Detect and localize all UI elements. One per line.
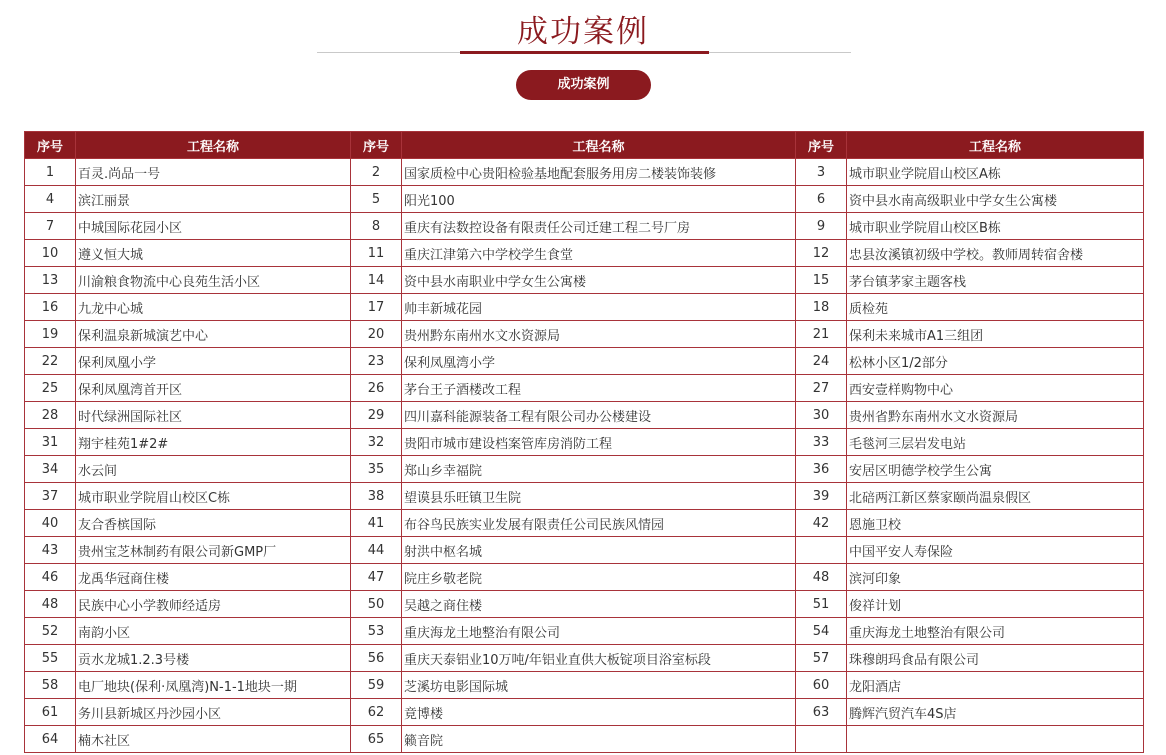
cell-project-name: 布谷鸟民族实业发展有限责任公司民族风情园 <box>402 510 796 537</box>
table-row <box>25 456 1144 483</box>
table-row <box>25 267 1144 294</box>
cell-serial: 14 <box>351 267 402 294</box>
table-row <box>25 321 1144 348</box>
cell-project-name: 茅台王子酒楼改工程 <box>402 375 796 402</box>
cell-serial: 43 <box>25 537 76 564</box>
cell-project-name: 贵州黔东南州水文水资源局 <box>402 321 796 348</box>
table-row <box>25 240 1144 267</box>
cell-serial: 33 <box>796 429 847 456</box>
cell-project-name: 西安壹样购物中心 <box>847 375 1144 402</box>
header-serial: 序号 <box>25 132 76 159</box>
cell-serial: 51 <box>796 591 847 618</box>
cell-project-name: 重庆天泰铝业10万吨/年铝业直供大板锭项目浴室标段 <box>402 645 796 672</box>
cases-table <box>24 131 1144 753</box>
cell-serial: 7 <box>25 213 76 240</box>
cell-project-name: 忠县汝溪镇初级中学校。教师周转宿舍楼 <box>847 240 1144 267</box>
cell-serial <box>796 726 847 753</box>
cell-project-name: 质检苑 <box>847 294 1144 321</box>
header-project-name: 工程名称 <box>847 132 1144 159</box>
table-row <box>25 429 1144 456</box>
cell-project-name: 松林小区1/2部分 <box>847 348 1144 375</box>
cell-project-name: 电厂地块(保利·凤凰湾)N-1-1地块一期 <box>76 672 351 699</box>
table-row <box>25 564 1144 591</box>
cell-serial: 24 <box>796 348 847 375</box>
cell-serial: 35 <box>351 456 402 483</box>
cell-serial: 32 <box>351 429 402 456</box>
cell-project-name: 茅台镇茅家主题客栈 <box>847 267 1144 294</box>
cell-serial: 12 <box>796 240 847 267</box>
cell-project-name: 重庆海龙土地整治有限公司 <box>402 618 796 645</box>
cell-project-name: 保利凤凰湾小学 <box>402 348 796 375</box>
cell-project-name: 望谟县乐旺镇卫生院 <box>402 483 796 510</box>
header-serial: 序号 <box>796 132 847 159</box>
table-row <box>25 645 1144 672</box>
cell-serial: 18 <box>796 294 847 321</box>
cell-project-name: 遵义恒大城 <box>76 240 351 267</box>
cell-project-name: 芝溪坊电影国际城 <box>402 672 796 699</box>
header-serial: 序号 <box>351 132 402 159</box>
cell-serial: 9 <box>796 213 847 240</box>
cell-serial: 60 <box>796 672 847 699</box>
page-title: 成功案例 <box>517 14 649 50</box>
cell-project-name: 重庆江津第六中学校学生食堂 <box>402 240 796 267</box>
table-row <box>25 699 1144 726</box>
cell-project-name: 吴越之商住楼 <box>402 591 796 618</box>
cell-serial: 28 <box>25 402 76 429</box>
cell-serial: 44 <box>351 537 402 564</box>
cell-serial: 13 <box>25 267 76 294</box>
cell-serial: 5 <box>351 186 402 213</box>
cell-serial: 22 <box>25 348 76 375</box>
cell-serial: 39 <box>796 483 847 510</box>
table-row <box>25 537 1144 564</box>
cell-project-name: 中国平安人寿保险 <box>847 537 1144 564</box>
cell-serial: 29 <box>351 402 402 429</box>
tab-success-cases[interactable]: 成功案例 <box>516 70 651 100</box>
table-row <box>25 375 1144 402</box>
cell-serial: 3 <box>796 159 847 186</box>
cell-project-name: 国家质检中心贵阳检验基地配套服务用房二楼装饰装修 <box>402 159 796 186</box>
cell-serial: 10 <box>25 240 76 267</box>
table-row <box>25 672 1144 699</box>
cell-project-name: 城市职业学院眉山校区C栋 <box>76 483 351 510</box>
cell-project-name: 珠穆朗玛食品有限公司 <box>847 645 1144 672</box>
cell-serial: 59 <box>351 672 402 699</box>
cell-project-name: 民族中心小学教师经适房 <box>76 591 351 618</box>
cell-serial: 25 <box>25 375 76 402</box>
cell-project-name: 射洪中枢名城 <box>402 537 796 564</box>
cell-serial: 34 <box>25 456 76 483</box>
cell-project-name: 帅丰新城花园 <box>402 294 796 321</box>
cell-serial: 30 <box>796 402 847 429</box>
cell-project-name: 务川县新城区丹沙园小区 <box>76 699 351 726</box>
title-divider-accent <box>460 51 709 54</box>
cell-serial: 4 <box>25 186 76 213</box>
cell-project-name: 院庄乡敬老院 <box>402 564 796 591</box>
cell-serial: 11 <box>351 240 402 267</box>
cell-project-name: 楠木社区 <box>76 726 351 753</box>
cell-project-name: 郑山乡幸福院 <box>402 456 796 483</box>
cell-serial: 27 <box>796 375 847 402</box>
cell-serial: 26 <box>351 375 402 402</box>
cell-serial: 36 <box>796 456 847 483</box>
cell-serial: 23 <box>351 348 402 375</box>
cell-serial: 38 <box>351 483 402 510</box>
cell-project-name: 保利未来城市A1三组团 <box>847 321 1144 348</box>
table-row <box>25 348 1144 375</box>
cell-serial: 17 <box>351 294 402 321</box>
cell-serial: 40 <box>25 510 76 537</box>
table-row <box>25 510 1144 537</box>
cell-serial: 37 <box>25 483 76 510</box>
cell-project-name: 贵阳市城市建设档案管库房消防工程 <box>402 429 796 456</box>
cell-project-name: 安居区明德学校学生公寓 <box>847 456 1144 483</box>
cell-serial <box>796 537 847 564</box>
cell-serial: 21 <box>796 321 847 348</box>
table-row <box>25 591 1144 618</box>
cell-project-name: 百灵.尚品一号 <box>76 159 351 186</box>
cell-serial: 63 <box>796 699 847 726</box>
table-row <box>25 294 1144 321</box>
cell-project-name: 资中县水南职业中学女生公寓楼 <box>402 267 796 294</box>
cell-project-name: 九龙中心城 <box>76 294 351 321</box>
cell-project-name: 竟博楼 <box>402 699 796 726</box>
cell-project-name: 翔宇桂苑1#2# <box>76 429 351 456</box>
cell-serial: 2 <box>351 159 402 186</box>
cell-serial: 65 <box>351 726 402 753</box>
cell-project-name: 北碚两江新区蔡家颐尚温泉假区 <box>847 483 1144 510</box>
cell-serial: 48 <box>25 591 76 618</box>
header-project-name: 工程名称 <box>402 132 796 159</box>
table-row <box>25 726 1144 753</box>
cell-project-name: 友合香槟国际 <box>76 510 351 537</box>
cell-serial: 42 <box>796 510 847 537</box>
cell-serial: 64 <box>25 726 76 753</box>
cell-serial: 47 <box>351 564 402 591</box>
cell-project-name: 贵州省黔东南州水文水资源局 <box>847 402 1144 429</box>
cell-serial: 52 <box>25 618 76 645</box>
cell-project-name <box>847 726 1144 753</box>
header-project-name: 工程名称 <box>76 132 351 159</box>
cell-serial: 54 <box>796 618 847 645</box>
cell-serial: 56 <box>351 645 402 672</box>
cell-project-name: 水云间 <box>76 456 351 483</box>
cell-project-name: 川渝粮食物流中心良苑生活小区 <box>76 267 351 294</box>
cell-serial: 53 <box>351 618 402 645</box>
cell-project-name: 重庆有法数控设备有限责任公司迁建工程二号厂房 <box>402 213 796 240</box>
cell-project-name: 南韵小区 <box>76 618 351 645</box>
cell-project-name: 保利凤凰湾首开区 <box>76 375 351 402</box>
cell-project-name: 贡水龙城1.2.3号楼 <box>76 645 351 672</box>
cell-serial: 16 <box>25 294 76 321</box>
cell-project-name: 龙禹华冠商住楼 <box>76 564 351 591</box>
cell-serial: 58 <box>25 672 76 699</box>
cell-project-name: 四川嘉科能源装备工程有限公司办公楼建设 <box>402 402 796 429</box>
table-row <box>25 402 1144 429</box>
cell-project-name: 恩施卫校 <box>847 510 1144 537</box>
cell-serial: 1 <box>25 159 76 186</box>
table-row <box>25 186 1144 213</box>
cell-project-name: 俊祥计划 <box>847 591 1144 618</box>
table-header-row <box>25 132 1144 159</box>
cell-project-name: 毛毯河三层岩发电站 <box>847 429 1144 456</box>
table-row <box>25 159 1144 186</box>
cell-serial: 8 <box>351 213 402 240</box>
cell-serial: 61 <box>25 699 76 726</box>
cell-project-name: 重庆海龙土地整治有限公司 <box>847 618 1144 645</box>
cell-serial: 20 <box>351 321 402 348</box>
cell-project-name: 滨河印象 <box>847 564 1144 591</box>
cases-table-body <box>25 159 1144 753</box>
cell-project-name: 腾辉汽贸汽车4S店 <box>847 699 1144 726</box>
cell-project-name: 贵州宝芝林制药有限公司新GMP厂 <box>76 537 351 564</box>
cell-project-name: 籁音院 <box>402 726 796 753</box>
cell-project-name: 保利温泉新城演艺中心 <box>76 321 351 348</box>
cell-serial: 41 <box>351 510 402 537</box>
cell-project-name: 城市职业学院眉山校区B栋 <box>847 213 1144 240</box>
cell-serial: 19 <box>25 321 76 348</box>
cell-serial: 31 <box>25 429 76 456</box>
cell-serial: 48 <box>796 564 847 591</box>
cell-serial: 62 <box>351 699 402 726</box>
cell-serial: 6 <box>796 186 847 213</box>
cell-project-name: 龙阳酒店 <box>847 672 1144 699</box>
table-row <box>25 213 1144 240</box>
cell-serial: 55 <box>25 645 76 672</box>
cell-project-name: 城市职业学院眉山校区A栋 <box>847 159 1144 186</box>
cell-project-name: 阳光100 <box>402 186 796 213</box>
table-row <box>25 618 1144 645</box>
cell-serial: 46 <box>25 564 76 591</box>
cell-project-name: 资中县水南高级职业中学女生公寓楼 <box>847 186 1144 213</box>
cell-serial: 15 <box>796 267 847 294</box>
cell-project-name: 中城国际花园小区 <box>76 213 351 240</box>
cell-serial: 50 <box>351 591 402 618</box>
cell-serial: 57 <box>796 645 847 672</box>
table-row <box>25 483 1144 510</box>
cell-project-name: 时代绿洲国际社区 <box>76 402 351 429</box>
cell-project-name: 滨江丽景 <box>76 186 351 213</box>
cell-project-name: 保利凤凰小学 <box>76 348 351 375</box>
